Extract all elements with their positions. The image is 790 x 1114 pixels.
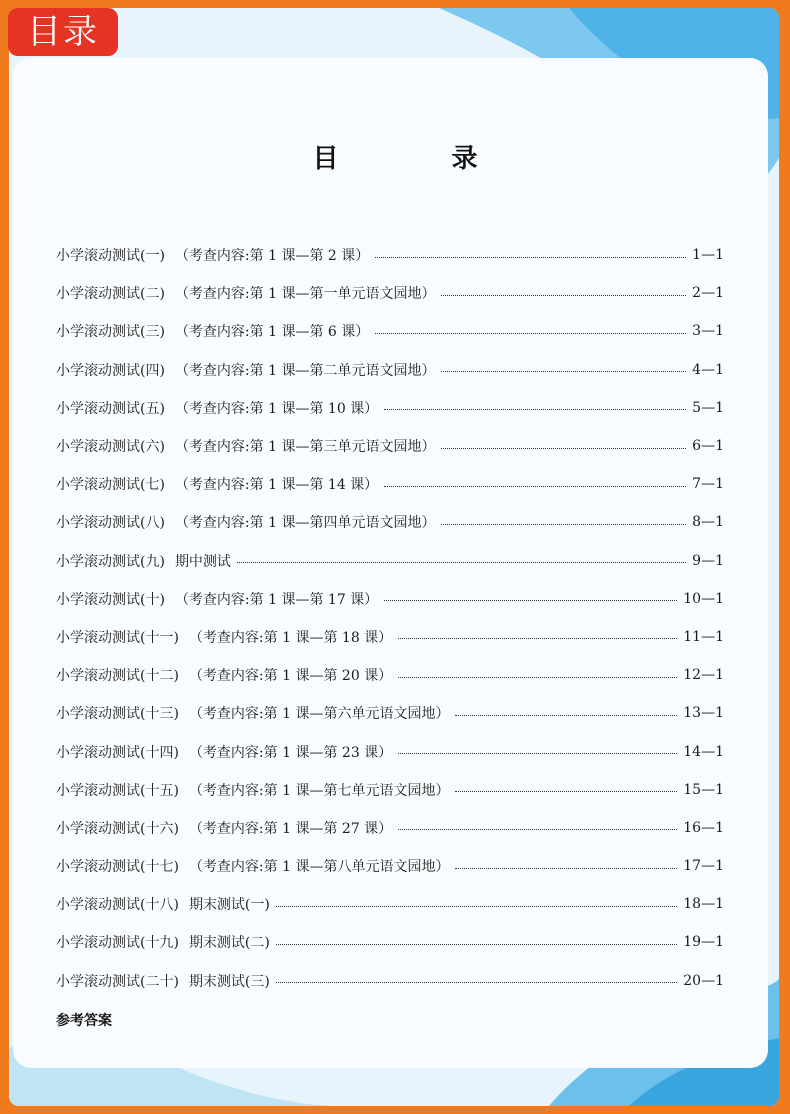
dot-leader: [276, 906, 677, 907]
toc-entry[interactable]: [56, 503, 724, 541]
toc-entry-desc: （考查内容:第 1 课—第 6 课）: [174, 324, 370, 341]
toc-entry-desc: （考查内容:第 1 课—第一单元语文园地）: [174, 286, 436, 303]
toc-entry-page: 19—1: [683, 934, 724, 951]
page-title: 目 录: [312, 144, 530, 174]
dot-leader: [375, 257, 686, 258]
toc-entry-desc: （考查内容:第 1 课—第 17 课）: [174, 591, 379, 608]
dot-leader: [398, 829, 677, 830]
dot-leader: [384, 600, 677, 601]
toc-entry-page: 1—1: [692, 247, 724, 264]
toc-entry[interactable]: [56, 427, 724, 465]
toc-entry[interactable]: [56, 351, 724, 389]
toc-entry[interactable]: [56, 771, 724, 809]
toc-entry[interactable]: [56, 847, 724, 885]
dot-leader: [455, 791, 677, 792]
toc-entry-test: 小学滚动测试(十一): [56, 629, 179, 646]
toc-entry-test: 小学滚动测试(十五): [56, 782, 179, 799]
toc-entry-page: 14—1: [683, 743, 724, 760]
toc-entry-page: 13—1: [683, 705, 724, 722]
toc-entry[interactable]: [56, 542, 724, 580]
dot-leader: [398, 753, 677, 754]
toc-entry-test: 小学滚动测试(十七): [56, 859, 179, 876]
table-of-contents: [56, 236, 724, 1000]
toc-entry-page: 17—1: [683, 858, 724, 875]
dot-leader: [384, 486, 686, 487]
toc-entry-page: 3—1: [692, 323, 724, 340]
toc-entry-page: 10—1: [683, 590, 724, 607]
toc-entry-test: 小学滚动测试(二十): [56, 973, 179, 990]
toc-entry-desc: 期末测试(一): [188, 897, 270, 914]
toc-entry-page: 20—1: [683, 972, 724, 989]
toc-entry-desc: （考查内容:第 1 课—第 27 课）: [188, 820, 393, 837]
toc-entry-page: 15—1: [683, 781, 724, 798]
toc-entry-test: 小学滚动测试(十八): [56, 897, 179, 914]
toc-entry-desc: （考查内容:第 1 课—第 18 课）: [188, 629, 393, 646]
toc-entry-desc: （考查内容:第 1 课—第 2 课）: [174, 248, 370, 265]
toc-entry-desc: （考查内容:第 1 课—第六单元语文园地）: [188, 706, 450, 723]
toc-entry-page: 7—1: [692, 476, 724, 493]
toc-entry-desc: （考查内容:第 1 课—第四单元语文园地）: [174, 515, 436, 532]
toc-entry-desc: 期中测试: [174, 553, 231, 570]
toc-entry-desc: （考查内容:第 1 课—第七单元语文园地）: [188, 782, 450, 799]
toc-entry-page: 6—1: [692, 438, 724, 455]
toc-entry-page: 2—1: [692, 285, 724, 302]
toc-entry[interactable]: [56, 885, 724, 923]
toc-entry[interactable]: [56, 236, 724, 274]
answers-entry[interactable]: 参考答案: [56, 1013, 112, 1029]
section-badge: 目录: [8, 8, 118, 56]
toc-entry-test: 小学滚动测试(十六): [56, 820, 179, 837]
dot-leader: [375, 333, 686, 334]
toc-entry-test: 小学滚动测试(十三): [56, 706, 179, 723]
toc-entry-desc: （考查内容:第 1 课—第 23 课）: [188, 744, 393, 761]
toc-entry-desc: （考查内容:第 1 课—第 14 课）: [174, 477, 379, 494]
toc-entry-desc: （考查内容:第 1 课—第 10 课）: [174, 400, 379, 417]
toc-entry[interactable]: [56, 580, 724, 618]
dot-leader: [276, 982, 677, 983]
toc-entry-desc: （考查内容:第 1 课—第 20 课）: [188, 668, 393, 685]
toc-entry-test: 小学滚动测试(十九): [56, 935, 179, 952]
dot-leader: [237, 562, 686, 563]
toc-entry-test: 小学滚动测试(五): [56, 400, 165, 417]
toc-entry-desc: 期末测试(三): [188, 973, 270, 990]
toc-entry[interactable]: [56, 923, 724, 961]
toc-entry-page: 11—1: [683, 628, 724, 645]
dot-leader: [441, 295, 686, 296]
toc-entry-page: 18—1: [683, 896, 724, 913]
toc-entry-test: 小学滚动测试(六): [56, 439, 165, 456]
toc-entry[interactable]: [56, 809, 724, 847]
toc-entry-test: 小学滚动测试(二): [56, 286, 165, 303]
toc-entry[interactable]: [56, 389, 724, 427]
toc-entry-desc: （考查内容:第 1 课—第二单元语文园地）: [174, 362, 436, 379]
toc-entry-test: 小学滚动测试(一): [56, 248, 165, 265]
toc-entry[interactable]: [56, 274, 724, 312]
toc-entry-page: 12—1: [683, 667, 724, 684]
toc-entry-desc: （考查内容:第 1 课—第三单元语文园地）: [174, 439, 436, 456]
toc-entry[interactable]: [56, 656, 724, 694]
toc-entry[interactable]: [56, 618, 724, 656]
toc-entry-test: 小学滚动测试(九): [56, 553, 165, 570]
toc-entry-page: 16—1: [683, 819, 724, 836]
toc-entry[interactable]: [56, 694, 724, 732]
toc-entry[interactable]: [56, 465, 724, 503]
toc-entry-page: 9—1: [692, 552, 724, 569]
dot-leader: [441, 524, 686, 525]
toc-entry[interactable]: [56, 962, 724, 1000]
dot-leader: [441, 371, 686, 372]
dot-leader: [455, 868, 677, 869]
dot-leader: [398, 638, 677, 639]
toc-entry-test: 小学滚动测试(七): [56, 477, 165, 494]
toc-entry-test: 小学滚动测试(八): [56, 515, 165, 532]
dot-leader: [441, 448, 686, 449]
toc-entry-test: 小学滚动测试(四): [56, 362, 165, 379]
toc-entry-desc: 期末测试(二): [188, 935, 270, 952]
toc-entry-test: 小学滚动测试(三): [56, 324, 165, 341]
dot-leader: [455, 715, 677, 716]
toc-entry-page: 4—1: [692, 361, 724, 378]
dot-leader: [276, 944, 677, 945]
toc-entry-page: 8—1: [692, 514, 724, 531]
toc-entry-page: 5—1: [692, 399, 724, 416]
dot-leader: [398, 677, 677, 678]
toc-entry-desc: （考查内容:第 1 课—第八单元语文园地）: [188, 859, 450, 876]
toc-entry-test: 小学滚动测试(十四): [56, 744, 179, 761]
toc-entry[interactable]: [56, 732, 724, 770]
toc-entry-test: 小学滚动测试(十): [56, 591, 165, 608]
dot-leader: [384, 409, 686, 410]
toc-entry-test: 小学滚动测试(十二): [56, 668, 179, 685]
toc-entry[interactable]: [56, 312, 724, 350]
